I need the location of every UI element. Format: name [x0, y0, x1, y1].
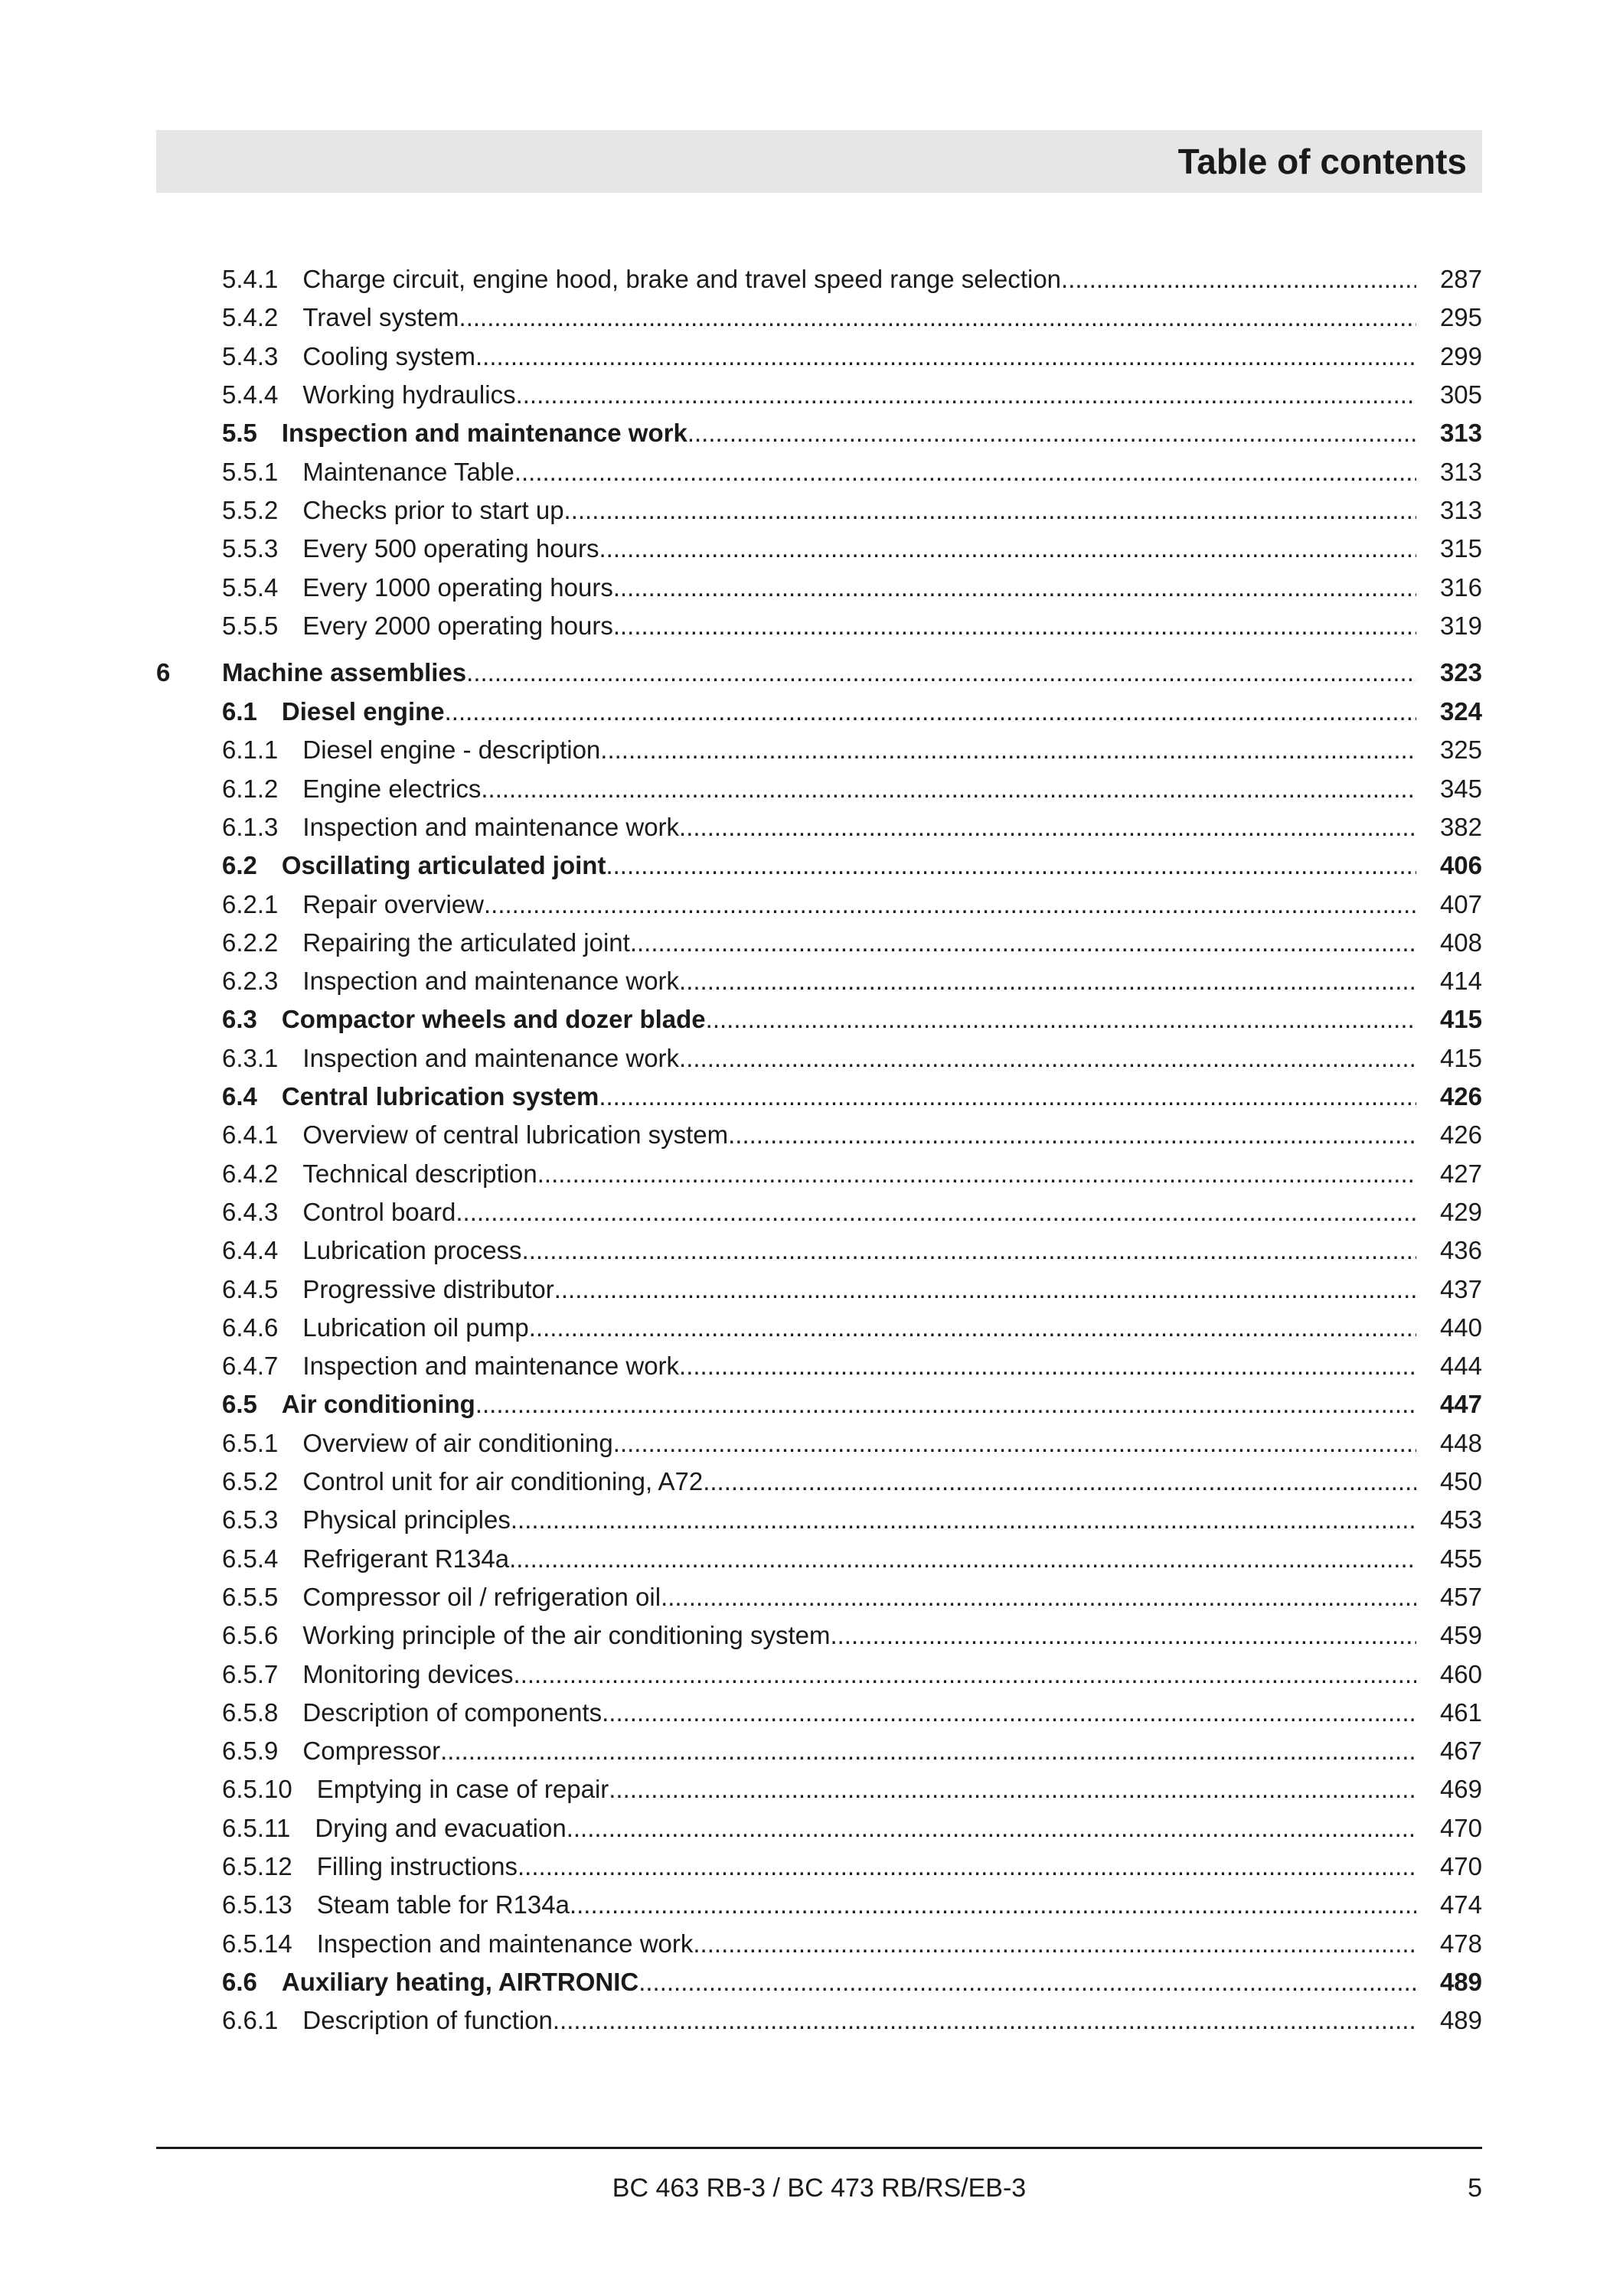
toc-entry[interactable]	[156, 338, 1482, 376]
toc-entry-number: 6.5.3	[222, 1505, 279, 1534]
toc-dot-leader	[466, 658, 1416, 687]
toc-dot-leader	[537, 1159, 1416, 1189]
toc-entry-title: Maintenance Table	[302, 457, 514, 486]
toc-entry[interactable]	[156, 1809, 1482, 1848]
toc-dot-leader	[456, 1198, 1416, 1227]
toc-entry-text	[222, 1390, 1416, 1419]
toc-entry-page: 325	[1439, 735, 1482, 765]
toc-entry-title: Auxiliary heating, AIRTRONIC	[281, 1967, 639, 1996]
toc-entry[interactable]	[156, 376, 1482, 414]
toc-entry-title: Diesel engine - description	[302, 735, 601, 765]
toc-entry-number: 6.4.2	[222, 1159, 279, 1188]
toc-entry-number: 6.2.3	[222, 967, 279, 996]
toc-entry-title: Progressive distributor	[302, 1274, 554, 1303]
toc-dot-leader	[599, 534, 1416, 563]
toc-entry-page: 457	[1439, 1582, 1482, 1611]
toc-entry-number: 5.5.1	[222, 457, 279, 486]
toc-entry-page: 319	[1439, 611, 1482, 640]
toc-entry-page: 450	[1439, 1467, 1482, 1496]
toc-entry-page: 440	[1439, 1313, 1482, 1342]
toc-entry-title: Inspection and maintenance work	[302, 967, 680, 996]
toc-entry-title: Every 500 operating hours	[302, 534, 599, 563]
toc-entry-title: Description of function	[302, 2006, 553, 2035]
toc-dot-leader	[475, 342, 1416, 371]
toc-entry[interactable]	[156, 1924, 1482, 1962]
toc-entry-text	[222, 813, 1416, 842]
toc-entry-text	[222, 890, 1416, 919]
toc-dot-leader	[606, 851, 1416, 880]
toc-entry-text	[222, 419, 1416, 448]
toc-entry-number: 6.5.12	[222, 1852, 292, 1881]
toc-entry-number: 6.5.9	[222, 1737, 279, 1766]
toc-dot-leader	[630, 928, 1416, 957]
toc-entry-number: 6.4	[222, 1082, 257, 1111]
toc-entry-number: 6.5.5	[222, 1582, 279, 1611]
toc-dot-leader	[484, 890, 1416, 919]
toc-entry-number: 6.5.14	[222, 1929, 292, 1958]
toc-entry-text	[222, 1005, 1416, 1034]
toc-entry-page: 429	[1439, 1197, 1482, 1226]
toc-entry-page: 345	[1439, 774, 1482, 803]
toc-entry-title: Overview of air conditioning	[302, 1428, 613, 1457]
toc-entry-title: Filling instructions	[316, 1852, 518, 1881]
toc-entry-page: 444	[1439, 1352, 1482, 1381]
toc-entry[interactable]	[156, 1078, 1482, 1116]
toc-entry-title: Air conditioning	[281, 1390, 475, 1419]
toc-entry-text	[222, 1583, 1416, 1612]
toc-entry-page: 426	[1439, 1120, 1482, 1150]
toc-entry-title: Refrigerant R134a	[302, 1544, 510, 1573]
toc-dot-leader	[509, 1544, 1416, 1574]
toc-dot-leader	[553, 2006, 1416, 2035]
toc-entry-page: 315	[1439, 534, 1482, 563]
toc-entry-title: Inspection and maintenance work	[302, 1352, 680, 1381]
toc-entry[interactable]	[156, 1770, 1482, 1808]
toc-dot-leader	[445, 697, 1416, 726]
toc-entry-title: Diesel engine	[281, 697, 445, 726]
toc-entry-number: 6.2.1	[222, 889, 279, 918]
toc-dot-leader	[459, 303, 1416, 332]
toc-entry-number: 6.1.2	[222, 774, 279, 803]
toc-entry-number: 5.4.4	[222, 380, 279, 409]
toc-entry-title: Working principle of the air conditioning system	[302, 1621, 831, 1650]
toc-entry-text	[222, 1737, 1416, 1766]
toc-entry-title: Repairing the articulated joint	[302, 928, 630, 957]
toc-dot-leader	[638, 1968, 1416, 1997]
toc-entry[interactable]	[156, 298, 1482, 337]
toc-entry-title: Working hydraulics	[302, 380, 516, 409]
toc-entry-number: 6.1	[222, 697, 257, 726]
toc-dot-leader	[609, 1775, 1416, 1804]
toc-entry-number: 6.3.1	[222, 1043, 279, 1072]
toc-entry-page: 453	[1439, 1505, 1482, 1534]
toc-entry-title: Cooling system	[302, 341, 475, 370]
toc-entry-text	[222, 1275, 1416, 1304]
toc-dot-leader	[599, 1082, 1416, 1111]
toc-dot-leader	[600, 735, 1416, 765]
toc-entry-number: 6.1.1	[222, 735, 279, 765]
toc-entry-number: 6.4.7	[222, 1352, 279, 1381]
toc-entry-title: Inspection and maintenance work	[302, 813, 680, 841]
toc-entry-text	[222, 1236, 1416, 1265]
toc-entry-number: 6.6	[222, 1967, 257, 1996]
toc-entry-number: 6.5.8	[222, 1698, 279, 1727]
toc-entry[interactable]	[156, 1540, 1482, 1578]
toc-dot-leader	[706, 1005, 1416, 1034]
toc-dot-leader	[613, 1429, 1416, 1458]
toc-entry-number: 6.2	[222, 851, 257, 880]
toc-entry-page: 469	[1439, 1775, 1482, 1804]
toc-entry[interactable]	[156, 924, 1482, 962]
toc-entry-text	[222, 1505, 1416, 1534]
toc-entry[interactable]	[156, 607, 1482, 645]
toc-entry-title: Central lubrication system	[281, 1082, 599, 1111]
toc-dot-leader	[481, 775, 1416, 804]
toc-entry-text	[222, 1852, 1416, 1881]
toc-entry-title: Compressor	[302, 1737, 441, 1766]
toc-entry-text	[222, 1660, 1416, 1689]
toc-entry-text	[222, 534, 1416, 563]
toc-entry-text	[222, 2006, 1416, 2035]
toc-entry[interactable]	[156, 1309, 1482, 1347]
toc-dot-leader	[661, 1583, 1416, 1612]
toc-entry-title: Steam table for R134a	[316, 1890, 570, 1919]
toc-entry[interactable]	[156, 653, 1482, 693]
toc-entry-text	[222, 1544, 1416, 1574]
toc-entry-text	[222, 1159, 1416, 1189]
toc-entry-text	[222, 303, 1416, 332]
toc-entry[interactable]	[156, 568, 1482, 606]
toc-entry-title: Compactor wheels and dozer blade	[281, 1005, 706, 1034]
toc-entry-title: Emptying in case of repair	[316, 1775, 609, 1804]
toc-entry-text	[222, 735, 1416, 765]
toc-dot-leader	[514, 1660, 1416, 1689]
toc-dot-leader	[679, 967, 1416, 996]
toc-entry-page: 324	[1439, 697, 1482, 726]
toc-entry-number: 5.4.1	[222, 265, 279, 294]
toc-entry[interactable]	[156, 846, 1482, 885]
toc-entry-text	[222, 658, 1416, 687]
toc-entry[interactable]	[156, 491, 1482, 530]
toc-entry-title: Drying and evacuation	[315, 1813, 567, 1842]
toc-entry[interactable]	[156, 693, 1482, 731]
toc-entry[interactable]	[156, 808, 1482, 846]
toc-dot-leader	[514, 458, 1416, 487]
toc-entry-number: 5.4.2	[222, 303, 279, 332]
toc-dot-leader	[728, 1120, 1416, 1150]
table-of-contents	[156, 260, 1482, 2040]
toc-entry-title: Technical description	[302, 1159, 537, 1188]
toc-entry-title: Checks prior to start up	[302, 495, 564, 524]
toc-entry-page: 448	[1439, 1428, 1482, 1457]
footer-page-number: 5	[1468, 2174, 1482, 2203]
toc-entry-number: 5.5.4	[222, 572, 279, 602]
toc-entry-text	[222, 1698, 1416, 1727]
toc-entry-page: 489	[1439, 1967, 1482, 1996]
toc-entry[interactable]	[156, 1655, 1482, 1693]
toc-entry-text	[222, 612, 1416, 641]
toc-entry[interactable]	[156, 1231, 1482, 1270]
toc-dot-leader	[518, 1852, 1416, 1881]
toc-entry-page: 436	[1439, 1236, 1482, 1265]
toc-entry-page: 437	[1439, 1274, 1482, 1303]
toc-entry[interactable]	[156, 770, 1482, 808]
toc-entry-number: 6.5	[222, 1390, 257, 1419]
toc-entry-text	[222, 928, 1416, 957]
toc-entry-number: 6.4.1	[222, 1120, 279, 1150]
toc-dot-leader	[511, 1505, 1416, 1534]
toc-entry-number: 6.4.6	[222, 1313, 279, 1342]
toc-dot-leader	[613, 573, 1416, 602]
toc-entry-text	[222, 573, 1416, 602]
toc-entry[interactable]	[156, 1848, 1482, 1886]
toc-entry[interactable]	[156, 1347, 1482, 1385]
toc-dot-leader	[679, 813, 1416, 842]
toc-entry-number: 5.5.5	[222, 611, 279, 640]
toc-entry-page: 414	[1439, 967, 1482, 996]
toc-entry-text	[222, 1968, 1416, 1997]
toc-dot-leader	[613, 612, 1416, 641]
toc-entry[interactable]	[156, 1732, 1482, 1770]
toc-entry-title: Inspection and maintenance work	[316, 1929, 694, 1958]
toc-entry-title: Overview of central lubrication system	[302, 1120, 729, 1150]
toc-entry[interactable]	[156, 1963, 1482, 2001]
toc-entry-text	[222, 1198, 1416, 1227]
toc-entry-page: 461	[1439, 1698, 1482, 1727]
toc-dot-leader	[564, 496, 1416, 525]
toc-entry-page: 382	[1439, 813, 1482, 841]
toc-entry-page: 459	[1439, 1621, 1482, 1650]
toc-entry-title: Inspection and maintenance work	[302, 1043, 680, 1072]
toc-entry-text	[222, 380, 1416, 409]
toc-entry-text	[222, 265, 1416, 294]
toc-entry[interactable]	[156, 731, 1482, 769]
toc-entry-page: 460	[1439, 1659, 1482, 1688]
toc-entry-text	[222, 1814, 1416, 1843]
header-band	[156, 130, 1482, 193]
toc-entry-page: 426	[1439, 1082, 1482, 1111]
toc-entry-text	[222, 1621, 1416, 1650]
toc-entry[interactable]	[156, 530, 1482, 568]
toc-entry[interactable]	[156, 1616, 1482, 1655]
toc-entry-page: 474	[1439, 1890, 1482, 1919]
toc-entry[interactable]	[156, 1886, 1482, 1924]
toc-entry-text	[222, 342, 1416, 371]
toc-entry-page: 415	[1439, 1043, 1482, 1072]
toc-entry-title: Control unit for air conditioning, A72	[302, 1467, 704, 1496]
toc-entry-page: 313	[1439, 419, 1482, 448]
toc-entry[interactable]	[156, 1193, 1482, 1231]
toc-entry-number: 5.4.3	[222, 341, 279, 370]
toc-entry[interactable]	[156, 260, 1482, 298]
toc-entry[interactable]	[156, 1270, 1482, 1308]
toc-dot-leader	[529, 1313, 1416, 1342]
toc-dot-leader	[522, 1236, 1416, 1265]
toc-dot-leader	[554, 1275, 1416, 1304]
toc-entry-number: 6.5.6	[222, 1621, 279, 1650]
toc-entry-page: 406	[1439, 851, 1482, 880]
toc-entry-page: 287	[1439, 265, 1482, 294]
toc-entry-number: 6.5.13	[222, 1890, 292, 1919]
toc-entry[interactable]	[156, 1501, 1482, 1539]
toc-entry-text	[222, 1929, 1416, 1958]
toc-entry-number: 6.5.10	[222, 1775, 292, 1804]
toc-dot-leader	[687, 419, 1416, 448]
toc-entry[interactable]	[156, 1116, 1482, 1154]
toc-entry-number: 6.5.7	[222, 1659, 279, 1688]
toc-dot-leader	[570, 1890, 1416, 1919]
toc-chapter-number: 6	[156, 657, 171, 687]
toc-entry-text	[222, 1120, 1416, 1150]
toc-dot-leader	[679, 1352, 1416, 1381]
toc-entry[interactable]	[156, 1039, 1482, 1078]
toc-entry[interactable]	[156, 962, 1482, 1000]
toc-entry[interactable]	[156, 1155, 1482, 1193]
toc-entry-title: Inspection and maintenance work	[281, 419, 687, 448]
toc-entry[interactable]	[156, 885, 1482, 923]
toc-dot-leader	[567, 1814, 1416, 1843]
toc-entry-title: Every 1000 operating hours	[302, 572, 613, 602]
toc-entry-text	[222, 1467, 1416, 1496]
toc-entry[interactable]	[156, 1578, 1482, 1616]
toc-entry-title: Compressor oil / refrigeration oil	[302, 1582, 661, 1611]
toc-entry-number: 6.1.3	[222, 813, 279, 841]
toc-entry[interactable]	[156, 1000, 1482, 1039]
toc-entry-number: 6.4.5	[222, 1274, 279, 1303]
toc-entry-text	[222, 1890, 1416, 1919]
toc-dot-leader	[602, 1698, 1416, 1727]
toc-entry-number: 6.5.1	[222, 1428, 279, 1457]
toc-entry-page: 467	[1439, 1737, 1482, 1766]
toc-entry-text	[222, 775, 1416, 804]
toc-entry-number: 6.5.4	[222, 1544, 279, 1573]
toc-entry[interactable]	[156, 1694, 1482, 1732]
footer-document-title: BC 463 RB-3 / BC 473 RB/RS/EB-3	[612, 2174, 1027, 2203]
page-title: Table of contents	[1177, 142, 1467, 181]
toc-entry-title: Physical principles	[302, 1505, 511, 1534]
toc-entry-title: Control board	[302, 1197, 456, 1226]
toc-entry[interactable]	[156, 414, 1482, 452]
toc-entry-text	[222, 458, 1416, 487]
toc-dot-leader	[693, 1929, 1416, 1958]
toc-dot-leader	[516, 380, 1416, 409]
toc-entry-title: Description of components	[302, 1698, 603, 1727]
toc-entry-number: 6.4.3	[222, 1197, 279, 1226]
toc-dot-leader	[703, 1467, 1416, 1496]
toc-entry-text	[222, 1044, 1416, 1073]
toc-entry-title: Travel system	[302, 303, 459, 332]
toc-entry-page: 447	[1439, 1390, 1482, 1419]
toc-dot-leader	[475, 1390, 1416, 1419]
toc-entry-number: 5.5	[222, 419, 257, 448]
toc-entry-page: 305	[1439, 380, 1482, 409]
toc-entry[interactable]	[156, 1385, 1482, 1424]
toc-entry[interactable]	[156, 1424, 1482, 1463]
toc-entry-page: 408	[1439, 928, 1482, 957]
toc-entry[interactable]	[156, 2001, 1482, 2040]
toc-entry-title: Lubrication process	[302, 1236, 522, 1265]
toc-entry-number: 6.3	[222, 1005, 257, 1034]
toc-entry-page: 316	[1439, 572, 1482, 602]
toc-entry-page: 299	[1439, 341, 1482, 370]
toc-dot-leader	[830, 1621, 1416, 1650]
toc-entry-text	[222, 1313, 1416, 1342]
toc-entry-number: 6.5.11	[222, 1813, 291, 1842]
toc-entry-title: Machine assemblies	[222, 657, 467, 687]
toc-entry-text	[222, 1352, 1416, 1381]
toc-entry-page: 415	[1439, 1005, 1482, 1034]
toc-entry[interactable]	[156, 452, 1482, 491]
toc-entry-text	[222, 1429, 1416, 1458]
toc-entry-page: 313	[1439, 495, 1482, 524]
toc-entry-page: 407	[1439, 889, 1482, 918]
toc-entry[interactable]	[156, 1463, 1482, 1501]
toc-entry-text	[222, 967, 1416, 996]
toc-entry-page: 323	[1439, 657, 1482, 687]
toc-entry-title: Repair overview	[302, 889, 484, 918]
toc-entry-title: Monitoring devices	[302, 1659, 514, 1688]
toc-entry-text	[222, 496, 1416, 525]
toc-entry-page: 427	[1439, 1159, 1482, 1188]
toc-entry-title: Oscillating articulated joint	[281, 851, 606, 880]
toc-entry-page: 478	[1439, 1929, 1482, 1958]
footer-divider	[156, 2147, 1482, 2149]
toc-entry-page: 313	[1439, 457, 1482, 486]
toc-entry-title: Lubrication oil pump	[302, 1313, 529, 1342]
toc-entry-page: 455	[1439, 1544, 1482, 1573]
toc-entry-number: 5.5.3	[222, 534, 279, 563]
toc-entry-page: 295	[1439, 303, 1482, 332]
toc-entry-text	[222, 1082, 1416, 1111]
toc-dot-leader	[1061, 265, 1416, 294]
toc-dot-leader	[679, 1044, 1416, 1073]
toc-entry-page: 470	[1439, 1852, 1482, 1881]
toc-entry-text	[222, 697, 1416, 726]
toc-entry-number: 6.5.2	[222, 1467, 279, 1496]
toc-entry-text	[222, 851, 1416, 880]
toc-entry-page: 470	[1439, 1813, 1482, 1842]
toc-dot-leader	[440, 1737, 1416, 1766]
toc-entry-text	[222, 1775, 1416, 1804]
toc-entry-page: 489	[1439, 2006, 1482, 2035]
toc-entry-number: 5.5.2	[222, 495, 279, 524]
toc-entry-number: 6.2.2	[222, 928, 279, 957]
toc-entry-title: Charge circuit, engine hood, brake and travel speed range selection	[302, 265, 1062, 294]
toc-entry-number: 6.4.4	[222, 1236, 279, 1265]
toc-entry-title: Engine electrics	[302, 774, 482, 803]
toc-entry-title: Every 2000 operating hours	[302, 611, 613, 640]
toc-entry-number: 6.6.1	[222, 2006, 279, 2035]
